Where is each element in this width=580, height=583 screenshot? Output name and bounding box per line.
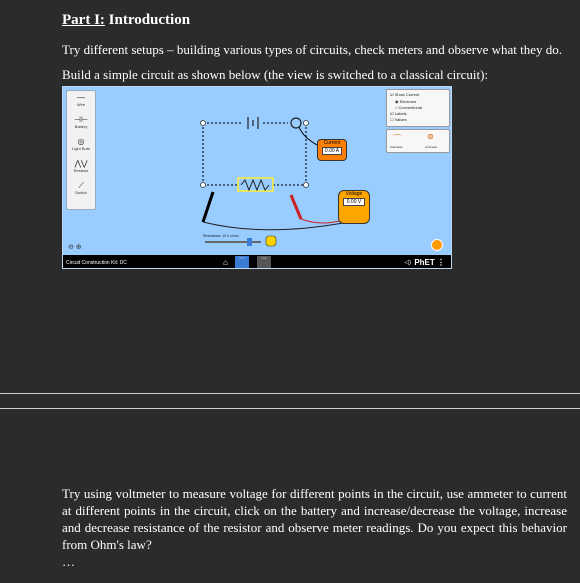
part-label: Part I: [62, 12, 105, 28]
ammeter-reading: 0.00 A [322, 147, 342, 155]
tool-label: Wire [76, 102, 86, 107]
electrons-option: ◉ Electrons [395, 99, 417, 104]
voltmeter-tool-icon: ⌒ [393, 134, 403, 144]
resistance-slider-thumb [247, 238, 252, 246]
sim-footer-bar [63, 255, 451, 268]
voltmeter-tool-label: Voltmeter [390, 145, 403, 149]
tool-label: Battery [74, 124, 88, 129]
ammeter-title: Current [323, 140, 341, 146]
circuit-simulation-screenshot [62, 86, 452, 269]
reset-all-icon [431, 239, 443, 251]
battery-icon: ⊣⊢ [74, 115, 88, 124]
ammeter-tool-label: Ammeter [425, 145, 438, 149]
screen-intro: Intro [235, 256, 249, 268]
sim-title: Circuit Construction Kit: DC [66, 260, 127, 266]
instruction-paragraph: Build a simple circuit as shown below (the view is switched to a classical circuit): [62, 67, 489, 82]
instruments-panel [386, 129, 450, 153]
battery-symbol [248, 117, 258, 129]
labels-option: ☑ Labels [390, 111, 407, 116]
show-current-option: ☑ Show Current [390, 92, 420, 97]
red-probe [291, 195, 301, 219]
resistance-label: Resistance: 10.0 ohms [203, 234, 239, 238]
tool-label: Resistor [73, 168, 89, 173]
display-options-panel [386, 89, 450, 127]
screen-lab: Lab [257, 256, 271, 268]
intro-paragraph: Try different setups – building various types of circuits, check meters and observe what they do. [62, 42, 563, 57]
question-paragraph: Try using voltmeter to measure voltage for different points in the circuit, use ammeter to current at different points in the circuit, click on the battery and increase/decrease the voltage, increase and decrease resistance of the resistor and observe meter readings. Do you expect this behavior from Ohm's law? [62, 486, 567, 552]
conventional-option: ○ Conventional [395, 105, 422, 110]
voltmeter [338, 190, 370, 224]
divider [0, 408, 580, 409]
page-title [62, 12, 190, 29]
section-name: Introduction [104, 12, 191, 28]
switch-icon: ⟋ [78, 181, 84, 190]
resistor-icon: ⋀⋁ [74, 159, 88, 168]
resistor-highlight [238, 178, 273, 191]
tool-label: Switch [75, 190, 87, 195]
voltmeter-title: Voltage [345, 191, 363, 197]
bulb-symbol [291, 118, 301, 128]
ammeter [317, 139, 347, 161]
voltmeter-reading: 0.00 V [343, 198, 365, 206]
values-option: ☐ Values [390, 117, 407, 122]
trash-icon [266, 236, 276, 246]
resistor-symbol [241, 180, 269, 190]
phet-logo: PhET ⋮ [414, 258, 445, 267]
sound-icon: ◁) [404, 260, 411, 266]
ellipsis: … [62, 554, 75, 569]
zoom-controls: ⊖ ⊕ [68, 244, 82, 251]
divider [0, 393, 580, 394]
home-icon: ⌂ [223, 258, 228, 267]
ammeter-tool-icon: ⊚ [427, 132, 434, 141]
tool-label: Light Bulb [72, 146, 90, 151]
light-bulb-icon: ◎ [77, 137, 85, 146]
wire-icon: — [77, 93, 85, 102]
ammeter-probe-wire [299, 127, 317, 145]
black-probe [203, 192, 213, 222]
